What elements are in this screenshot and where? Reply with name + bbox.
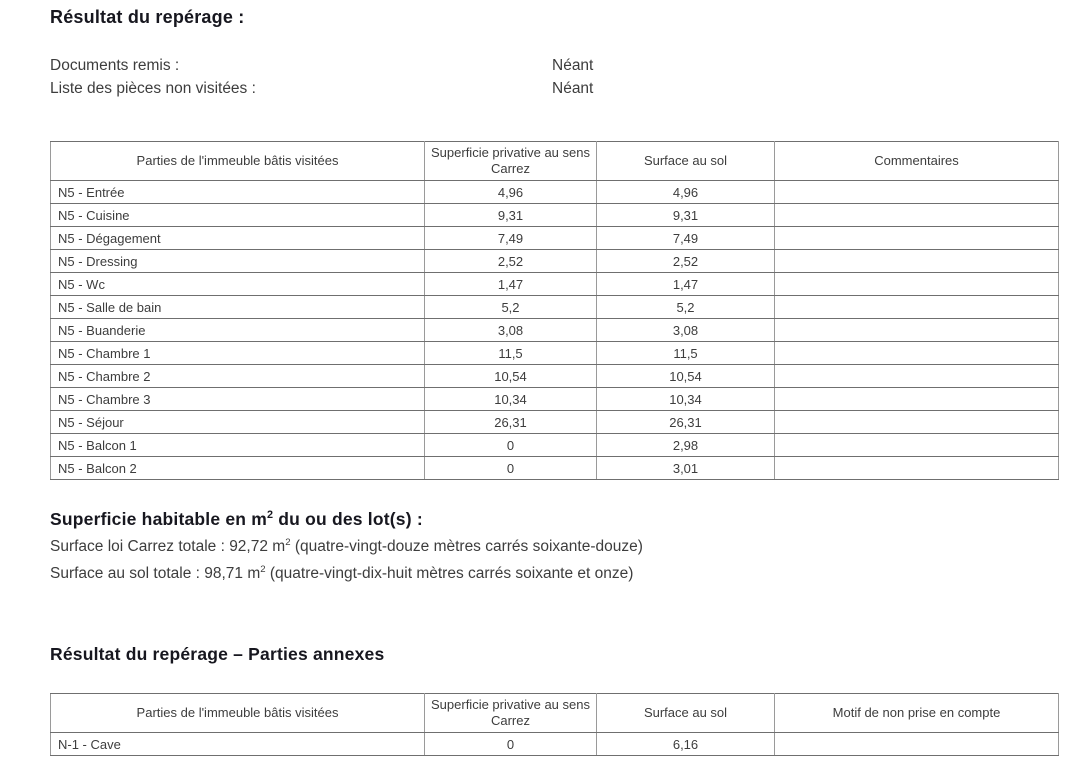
- sol-value: 6,16: [597, 733, 775, 756]
- col-header-carrez: Superficie privative au sens Carrez: [425, 142, 597, 181]
- room-name: N5 - Séjour: [51, 411, 425, 434]
- room-name: N-1 - Cave: [51, 733, 425, 756]
- room-name: N5 - Buanderie: [51, 319, 425, 342]
- carrez-value: 0: [425, 457, 597, 480]
- carrez-value: 2,52: [425, 250, 597, 273]
- sol-total-words: (quatre-vingt-dix-huit mètres carrés soixante et onze): [265, 565, 634, 583]
- table-row: [51, 411, 1059, 434]
- room-name: N5 - Dégagement: [51, 227, 425, 250]
- carrez-value: 0: [425, 434, 597, 457]
- table-row: [51, 250, 1059, 273]
- sol-value: 9,31: [597, 204, 775, 227]
- room-name: N5 - Balcon 2: [51, 457, 425, 480]
- comment-cell: [775, 250, 1059, 273]
- col-header-carrez: Superficie privative au sens Carrez: [425, 694, 597, 733]
- info-line-pieces: [50, 77, 1091, 100]
- carrez-value: 9,31: [425, 204, 597, 227]
- comment-cell: [775, 227, 1059, 250]
- room-name: N5 - Balcon 1: [51, 434, 425, 457]
- carrez-total-words: (quatre-vingt-douze mètres carrés soixante-douze): [290, 537, 643, 555]
- room-name: N5 - Chambre 3: [51, 388, 425, 411]
- table-row: [51, 181, 1059, 204]
- room-name: N5 - Chambre 2: [51, 365, 425, 388]
- room-name: N5 - Salle de bain: [51, 296, 425, 319]
- carrez-value: 10,34: [425, 388, 597, 411]
- comment-cell: [775, 342, 1059, 365]
- carrez-value: 26,31: [425, 411, 597, 434]
- summary-title: [50, 503, 1091, 531]
- carrez-total-text: Surface loi Carrez totale : 92,72 m: [50, 537, 286, 555]
- summary-title-suffix: du ou des lot(s) :: [273, 508, 423, 529]
- sol-value: 1,47: [597, 273, 775, 296]
- sol-value: 3,01: [597, 457, 775, 480]
- info-line-documents: [50, 54, 1091, 77]
- room-name: N5 - Wc: [51, 273, 425, 296]
- table-row: [51, 296, 1059, 319]
- table-row: [51, 342, 1059, 365]
- sol-value: 4,96: [597, 181, 775, 204]
- comment-cell: [775, 457, 1059, 480]
- motif-cell: [775, 733, 1059, 756]
- room-name: N5 - Chambre 1: [51, 342, 425, 365]
- carrez-value: 0: [425, 733, 597, 756]
- pieces-non-visitees-label: Liste des pièces non visitées :: [50, 80, 256, 97]
- table-row: [51, 273, 1059, 296]
- sol-value: 11,5: [597, 342, 775, 365]
- comment-cell: [775, 319, 1059, 342]
- table-row: [51, 388, 1059, 411]
- summary-title-superscript: 2: [267, 509, 274, 521]
- carrez-value: 10,54: [425, 365, 597, 388]
- comment-cell: [775, 365, 1059, 388]
- col-header-parties: Parties de l'immeuble bâtis visitées: [51, 142, 425, 181]
- col-header-commentaires: Commentaires: [775, 142, 1059, 181]
- documents-remis-label: Documents remis :: [50, 57, 180, 74]
- table-header-row: [51, 694, 1059, 733]
- sol-value: 2,52: [597, 250, 775, 273]
- pieces-non-visitees-value: Néant: [552, 80, 594, 97]
- col-header-sol: Surface au sol: [597, 694, 775, 733]
- annexes-table: [50, 693, 1059, 756]
- col-header-sol: Surface au sol: [597, 142, 775, 181]
- table-row: [51, 434, 1059, 457]
- sol-value: 26,31: [597, 411, 775, 434]
- sol-total-line: [50, 558, 1091, 585]
- carrez-value: 7,49: [425, 227, 597, 250]
- sol-value: 10,54: [597, 365, 775, 388]
- comment-cell: [775, 434, 1059, 457]
- col-header-parties: Parties de l'immeuble bâtis visitées: [51, 694, 425, 733]
- table-row: [51, 365, 1059, 388]
- carrez-total-superscript: 2: [285, 536, 291, 548]
- carrez-value: 11,5: [425, 342, 597, 365]
- col-header-motif: Motif de non prise en compte: [775, 694, 1059, 733]
- table-row: [51, 227, 1059, 250]
- info-block: [50, 54, 1091, 100]
- carrez-value: 5,2: [425, 296, 597, 319]
- carrez-value: 1,47: [425, 273, 597, 296]
- room-name: N5 - Entrée: [51, 181, 425, 204]
- comment-cell: [775, 296, 1059, 319]
- carrez-total-line: [50, 531, 1091, 558]
- summary-title-text: Superficie habitable en m: [50, 508, 267, 529]
- table-row: [51, 733, 1059, 756]
- sol-value: 7,49: [597, 227, 775, 250]
- sol-value: 2,98: [597, 434, 775, 457]
- comment-cell: [775, 181, 1059, 204]
- habitable-surface-summary: [50, 503, 1091, 585]
- carrez-value: 4,96: [425, 181, 597, 204]
- table-row: [51, 457, 1059, 480]
- comment-cell: [775, 388, 1059, 411]
- page-title: Résultat du repérage :: [50, 7, 245, 27]
- comment-cell: [775, 273, 1059, 296]
- sol-value: 3,08: [597, 319, 775, 342]
- annexes-section-title: Résultat du repérage – Parties annexes: [50, 644, 385, 665]
- sol-value: 5,2: [597, 296, 775, 319]
- measurements-table: [50, 141, 1059, 480]
- documents-remis-value: Néant: [552, 57, 594, 74]
- table-row: [51, 319, 1059, 342]
- room-name: N5 - Dressing: [51, 250, 425, 273]
- table-row: [51, 204, 1059, 227]
- room-name: N5 - Cuisine: [51, 204, 425, 227]
- sol-total-text: Surface au sol totale : 98,71 m: [50, 565, 261, 583]
- sol-total-superscript: 2: [260, 563, 266, 575]
- table-header-row: [51, 142, 1059, 181]
- sol-value: 10,34: [597, 388, 775, 411]
- comment-cell: [775, 411, 1059, 434]
- comment-cell: [775, 204, 1059, 227]
- carrez-value: 3,08: [425, 319, 597, 342]
